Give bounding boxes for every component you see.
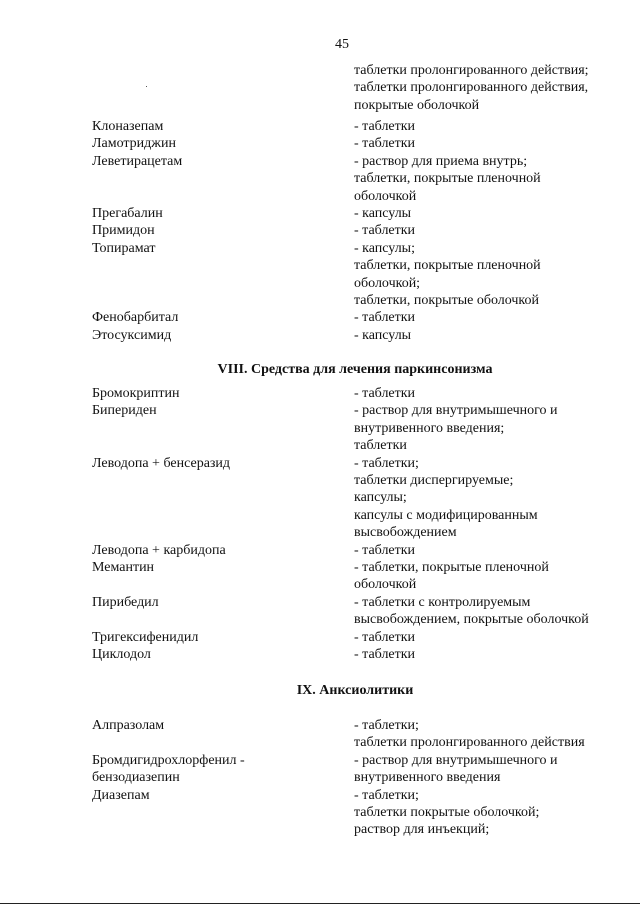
dosage-form-line: - раствор для внутримышечного и [354,752,558,768]
drug-name: Бромдигидрохлорфенил - [92,752,245,768]
page-number: 45 [335,37,349,52]
dosage-form-line: высвобождением, покрытые оболочкой [354,612,589,628]
drug-name: Фенобарбитал [92,310,179,326]
drug-name: Ламотриджин [92,136,176,152]
dosage-form-line: таблетки [354,438,407,454]
drug-name: Этосуксимид [92,327,172,343]
drug-name: Примидон [92,223,155,239]
dosage-form-line: таблетки пролонгированного действия; [354,63,589,78]
dosage-form-line: высвобождением [354,525,457,541]
dosage-form-line: таблетки пролонгированного действия, [354,80,589,96]
page-bottom-border [0,903,640,904]
section-heading: VIII. Средства для лечения паркинсонизма [217,362,493,377]
dosage-form-line: - таблетки; [354,455,419,471]
dosage-form-line: раствор для инъекций; [354,822,490,838]
dosage-form-line: таблетки, покрытые пленочной [354,171,541,187]
drug-name: Пирибедил [92,594,159,610]
drug-name: Клоназепам [92,119,164,134]
dosage-form-line: оболочкой [354,188,417,204]
drug-name: Леводопа + карбидопа [92,542,226,558]
dosage-form-line: таблетки пролонгированного действия [354,735,585,751]
section-heading: IX. Анксиолитики [296,683,414,698]
dosage-form-line: - таблетки [354,119,416,134]
dosage-form-line: внутривенного введения [354,770,501,786]
drug-name: бензодиазепин [92,770,180,786]
dosage-form-line: капсулы с модифицированным [354,507,538,523]
drug-name: Леветирацетам [92,153,183,169]
dosage-form-line: таблетки, покрытые оболочкой [354,293,540,308]
drug-name: Алпразолам [92,718,165,733]
dosage-form-line: - раствор для внутримышечного и [354,403,558,419]
dosage-form-line: таблетки, покрытые пленочной [354,258,541,274]
drug-name: Тригексифенидил [92,629,199,645]
dosage-form-line: покрытые оболочкой [354,97,480,113]
dosage-form-line: - раствор для приема внутрь; [354,153,528,169]
dosage-form-line: - таблетки [354,647,416,662]
dosage-form-line: - капсулы; [354,240,415,256]
dosage-form-line: - капсулы [354,206,412,221]
drug-name: Леводопа + бенсеразид [92,455,231,471]
dosage-form-line: - таблетки [354,136,416,152]
dosage-form-line: таблетки диспергируемые; [354,473,514,488]
drug-name: Бипериден [92,403,157,419]
dosage-form-line: - таблетки; [354,787,419,803]
dosage-form-line: - таблетки; [354,718,419,733]
dosage-form-line: капсулы; [354,490,407,506]
dosage-form-line: оболочкой [354,577,417,593]
dosage-form-line: - таблетки, покрытые пленочной [354,560,549,575]
dosage-form-line: - таблетки [354,310,416,326]
dosage-form-line: внутривенного введения; [354,420,505,436]
drug-name: Топирамат [92,240,156,256]
dosage-form-line: - таблетки [354,629,416,645]
drug-name: Бромокриптин [92,386,180,401]
dosage-form-line: таблетки покрытые оболочкой; [354,805,540,820]
drug-name: Прегабалин [92,206,163,221]
dosage-form-line: - капсулы [354,327,412,343]
dosage-form-line: - таблетки [354,223,416,239]
drug-name: Мемантин [92,560,155,575]
dosage-form-line: - таблетки [354,386,416,401]
dosage-form-line: - таблетки с контролируемым [354,594,531,610]
scan-speck [146,86,147,87]
dosage-form-line: оболочкой; [354,275,421,291]
drug-name: Диазепам [92,787,150,803]
drug-name: Циклодол [92,647,151,662]
dosage-form-line: - таблетки [354,542,416,558]
